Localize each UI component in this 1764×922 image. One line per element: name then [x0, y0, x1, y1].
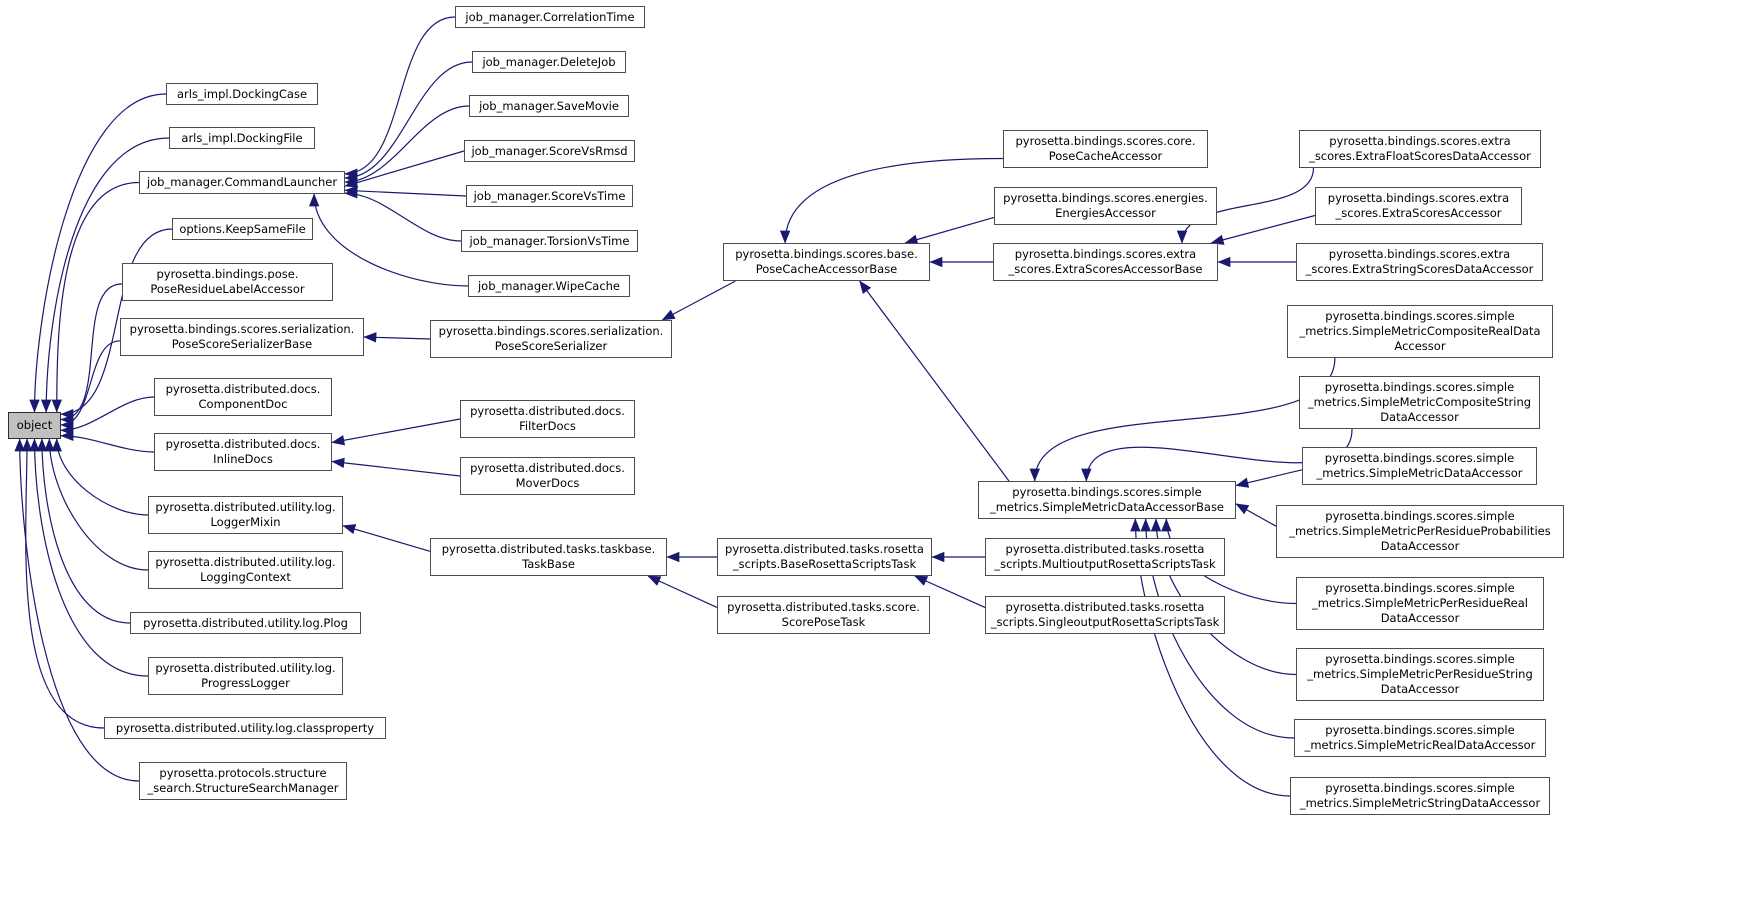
class-node-label-line: pyrosetta.bindings.scores.extra	[1329, 134, 1511, 148]
class-node-label-line: pyrosetta.bindings.scores.simple	[1325, 309, 1515, 323]
class-node-label-line: job_manager.WipeCache	[477, 278, 621, 293]
class-node-label-line: FilterDocs	[519, 419, 576, 433]
class-node-label-line: _metrics.SimpleMetricRealDataAccessor	[1304, 738, 1536, 752]
class-node-pose-cache-accessor-base[interactable]	[723, 243, 930, 281]
class-node-label-line: pyrosetta.bindings.scores.serialization.	[438, 324, 664, 338]
class-node-inline-docs[interactable]	[154, 433, 332, 471]
class-node-label-line: pyrosetta.distributed.utility.log.Plog	[143, 615, 348, 630]
class-node-label-line: pyrosetta.distributed.docs.	[165, 437, 321, 451]
class-node-label-line: pyrosetta.bindings.scores.simple	[1325, 652, 1515, 666]
class-node-extra-float-scores-data-accessor[interactable]	[1299, 130, 1541, 168]
class-node-label-line: pyrosetta.distributed.tasks.rosetta	[1005, 600, 1205, 614]
class-node-label-line: _scripts.MultioutputRosettaScriptsTask	[994, 557, 1216, 571]
class-node-label-line: pyrosetta.distributed.utility.log.	[155, 500, 336, 514]
class-node-label-line: pyrosetta.bindings.pose.	[156, 267, 299, 281]
class-node-label-line: job_manager.ScoreVsTime	[473, 188, 626, 203]
class-node-label-line: options.KeepSameFile	[179, 221, 306, 236]
class-node-label-line: job_manager.CommandLauncher	[146, 175, 338, 189]
class-node-logging-context[interactable]	[148, 551, 343, 589]
class-node-object[interactable]	[8, 412, 61, 439]
class-node-label-line: DataAccessor	[1380, 611, 1460, 625]
class-node-label-line: arls_impl.DockingFile	[181, 130, 303, 145]
class-node-label-line: pyrosetta.distributed.docs.	[165, 382, 321, 396]
class-node-label-line: pyrosetta.distributed.tasks.taskbase.	[441, 542, 656, 556]
class-node-label-line: PoseScoreSerializerBase	[171, 337, 313, 351]
class-node-label-line: pyrosetta.bindings.scores.simple	[1325, 581, 1515, 595]
class-node-label-line: pyrosetta.bindings.scores.simple	[1324, 380, 1515, 394]
class-node-label-line: _metrics.SimpleMetricDataAccessorBase	[989, 500, 1225, 514]
class-node-label-line: job_manager.CorrelationTime	[465, 9, 635, 24]
class-node-label-line: pyrosetta.bindings.scores.simple	[1325, 509, 1515, 523]
class-node-label-line: pyrosetta.bindings.scores.simple	[1324, 451, 1515, 465]
class-node-label-line: pyrosetta.distributed.docs.	[470, 404, 625, 418]
class-node-classproperty[interactable]	[104, 717, 386, 739]
class-node-label-line: pyrosetta.bindings.scores.extra	[1327, 191, 1510, 205]
class-node-component-doc[interactable]	[154, 378, 332, 416]
class-node-label-line: _metrics.SimpleMetricCompositeString	[1307, 395, 1532, 409]
class-node-label-line: object	[16, 418, 53, 432]
class-node-label-line: pyrosetta.distributed.tasks.score.	[727, 600, 920, 614]
class-node-label-line: _metrics.SimpleMetricPerResidueProbabilities	[1289, 524, 1551, 538]
class-node-label-line: pyrosetta.bindings.scores.simple	[1012, 485, 1202, 499]
class-node-score-pose-task[interactable]	[717, 596, 930, 634]
class-node-label-line: pyrosetta.distributed.utility.log.	[155, 661, 336, 675]
class-node-extra-string-scores-data-accessor[interactable]	[1296, 243, 1543, 281]
class-node-label-line: _metrics.SimpleMetricStringDataAccessor	[1299, 796, 1541, 810]
class-node-pose-score-serializer[interactable]	[430, 320, 672, 358]
class-node-label-line: LoggingContext	[200, 570, 291, 584]
class-node-label-line: PoseResidueLabelAccessor	[150, 282, 305, 296]
class-node-multioutput-rosetta-scripts-task[interactable]	[985, 538, 1225, 576]
class-node-label-line: pyrosetta.bindings.scores.extra	[1328, 247, 1511, 261]
class-node-label-line: _scores.ExtraFloatScoresDataAccessor	[1309, 149, 1531, 163]
class-node-save-movie[interactable]	[469, 95, 629, 117]
class-node-docking-case[interactable]	[166, 83, 318, 105]
class-node-progress-logger[interactable]	[148, 657, 343, 695]
class-node-label-line: _scores.ExtraStringScoresDataAccessor	[1305, 262, 1534, 276]
class-node-label-line: DataAccessor	[1380, 410, 1459, 424]
class-node-delete-job[interactable]	[472, 51, 626, 73]
class-node-keep-same-file[interactable]	[172, 218, 313, 240]
class-node-label-line: ProgressLogger	[201, 676, 290, 690]
class-node-extra-scores-accessor[interactable]	[1315, 187, 1522, 225]
class-node-task-base[interactable]	[430, 538, 667, 576]
class-node-label-line: _metrics.SimpleMetricPerResidueReal	[1312, 596, 1528, 610]
class-node-score-vs-time[interactable]	[466, 185, 633, 207]
class-node-simple-metric-data-accessor-base[interactable]	[978, 481, 1236, 519]
class-node-label-line: job_manager.ScoreVsRmsd	[471, 143, 628, 158]
class-node-sm-composite-string[interactable]	[1299, 376, 1540, 429]
class-node-extra-scores-accessor-base[interactable]	[993, 243, 1218, 281]
class-node-label-line: PoseCacheAccessor	[1048, 149, 1163, 163]
class-node-label-line: pyrosetta.protocols.structure	[159, 766, 327, 780]
class-node-label-line: PoseCacheAccessorBase	[755, 262, 898, 276]
class-node-structure-search-manager[interactable]	[139, 762, 347, 800]
class-node-label-line: pyrosetta.bindings.scores.extra	[1014, 247, 1197, 261]
class-node-label-line: _scores.ExtraScoresAccessorBase	[1008, 262, 1203, 276]
class-node-filter-docs[interactable]	[460, 400, 635, 438]
class-node-sm-composite-real[interactable]	[1287, 305, 1553, 358]
class-node-label-line: EnergiesAccessor	[1055, 206, 1156, 220]
class-node-label-line: job_manager.SaveMovie	[479, 98, 619, 113]
class-node-label-line: pyrosetta.bindings.scores.simple	[1325, 723, 1515, 737]
class-node-label-line: _search.StructureSearchManager	[147, 781, 339, 795]
class-node-label-line: job_manager.TorsionVsTime	[469, 233, 630, 248]
class-node-label-line: pyrosetta.bindings.scores.core.	[1015, 134, 1196, 148]
class-node-label-line: pyrosetta.distributed.docs.	[470, 461, 625, 475]
class-node-label-line: pyrosetta.distributed.utility.log.classproperty	[115, 720, 375, 735]
class-node-label-line: ScorePoseTask	[781, 615, 866, 629]
class-node-base-rosetta-scripts-task[interactable]	[717, 538, 932, 576]
class-node-label-line: MoverDocs	[515, 476, 580, 490]
class-node-sm-string[interactable]	[1290, 777, 1550, 815]
class-node-docking-file[interactable]	[169, 127, 315, 149]
class-node-plog[interactable]	[130, 612, 361, 634]
class-node-label-line: pyrosetta.distributed.utility.log.	[155, 555, 336, 569]
class-node-label-line: _scripts.SingleoutputRosettaScriptsTask	[990, 615, 1220, 629]
class-node-pose-score-serializer-base[interactable]	[120, 318, 364, 356]
class-node-label-line: DataAccessor	[1380, 682, 1460, 696]
class-node-label-line: pyrosetta.bindings.scores.serialization.	[129, 322, 355, 336]
class-node-label-line: job_manager.DeleteJob	[482, 54, 616, 69]
class-node-label-line: _scripts.BaseRosettaScriptsTask	[732, 557, 917, 571]
class-node-label-line: LoggerMixin	[210, 515, 281, 529]
class-node-label-line: _metrics.SimpleMetricDataAccessor	[1316, 466, 1523, 480]
class-node-wipe-cache[interactable]	[468, 275, 630, 297]
class-node-correlation-time[interactable]	[455, 6, 645, 28]
class-node-logger-mixin[interactable]	[148, 496, 343, 534]
class-node-label-line: ComponentDoc	[198, 397, 288, 411]
class-node-energies-accessor[interactable]	[994, 187, 1217, 225]
class-node-sm-per-residue-real[interactable]	[1296, 577, 1544, 630]
class-node-label-line: _metrics.SimpleMetricCompositeRealData	[1299, 324, 1541, 338]
class-node-sm-data-accessor[interactable]	[1302, 447, 1537, 485]
class-node-sm-per-residue-probabilities[interactable]	[1276, 505, 1564, 558]
class-node-label-line: Accessor	[1394, 339, 1446, 353]
class-node-label-line: pyrosetta.bindings.scores.simple	[1325, 781, 1515, 795]
class-node-label-line: PoseScoreSerializer	[494, 339, 608, 353]
class-node-sm-real[interactable]	[1294, 719, 1546, 757]
class-node-singleoutput-rosetta-scripts-task[interactable]	[985, 596, 1225, 634]
class-node-label-line: pyrosetta.distributed.tasks.rosetta	[725, 542, 924, 556]
class-node-mover-docs[interactable]	[460, 457, 635, 495]
class-node-label-line: arls_impl.DockingCase	[176, 86, 308, 101]
class-node-label-line: _metrics.SimpleMetricPerResidueString	[1307, 667, 1533, 681]
class-node-label-line: InlineDocs	[213, 452, 273, 466]
class-node-pose-cache-accessor[interactable]	[1003, 130, 1208, 168]
class-node-label-line: TaskBase	[522, 557, 575, 571]
class-node-label-line: pyrosetta.bindings.scores.energies.	[1003, 191, 1208, 205]
class-node-label-line: pyrosetta.bindings.scores.base.	[735, 247, 918, 261]
class-node-command-launcher[interactable]	[139, 171, 345, 194]
class-node-pose-residue-label-accessor[interactable]	[122, 263, 333, 301]
class-node-label-line: _scores.ExtraScoresAccessor	[1335, 206, 1502, 220]
class-node-sm-per-residue-string[interactable]	[1296, 648, 1544, 701]
class-node-torsion-vs-time[interactable]	[461, 230, 638, 252]
class-node-label-line: pyrosetta.distributed.tasks.rosetta	[1005, 542, 1205, 556]
class-node-label-line: DataAccessor	[1380, 539, 1460, 553]
class-node-score-vs-rmsd[interactable]	[464, 140, 635, 162]
